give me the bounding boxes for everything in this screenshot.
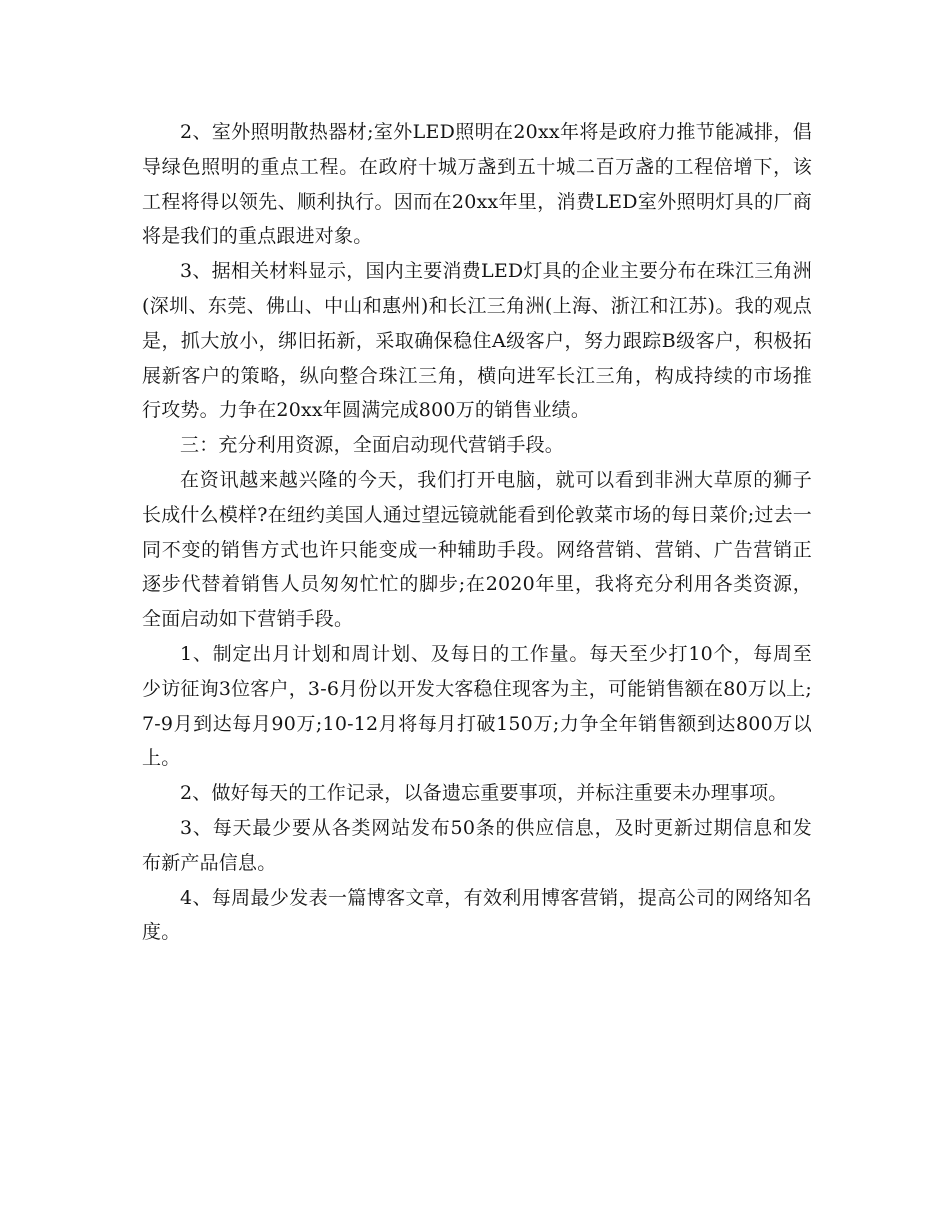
paragraph-blog: 4、每周最少发表一篇博客文章，有效利用博客营销，提高公司的网络知名度。 (142, 886, 812, 944)
paragraph-regional-strategy: 3、据相关材料显示，国内主要消费LED灯具的企业主要分布在珠江三角洲(深圳、东莞、佛山、中山和惠州)和长江三角洲(上海、浙江和江苏)。我的观点是，抓大放小，绑旧拓新，采取确保稳住A级客户，努力跟踪B级客户，积极拓展新客户的策略，纵向整合珠江三角，横向进军长江三角，构成持续的市场推行攻势。力争在20xx年圆满完成800万的销售业绩。 (142, 260, 812, 422)
section-heading-marketing: 三：充分利用资源，全面启动现代营销手段。 (180, 434, 565, 457)
paragraph-supply-info: 3、每天最少要从各类网站发布50条的供应信息，及时更新过期信息和发布新产品信息。 (142, 816, 812, 874)
paragraph-work-record: 2、做好每天的工作记录，以备遗忘重要事项，并标注重要未办理事项。 (180, 782, 788, 805)
paragraph-monthly-plan: 1、制定出月计划和周计划、及每日的工作量。每天至少打10个，每周至少访征询3位客户，3-6月份以开发大客稳住现客为主，可能销售额在80万以上;7-9月到达每月90万;10-12月将每月打破150万;力争全年销售额到达800万以上。 (142, 642, 812, 770)
paragraph-outdoor-lighting: 2、室外照明散热器材;室外LED照明在20xx年将是政府力推节能减排，倡导绿色照明的重点工程。在政府十城万盏到五十城二百万盏的工程倍增下，该工程将得以领先、顺利执行。因而在20xx年里，消费LED室外照明灯具的厂商将是我们的重点跟进对象。 (142, 121, 812, 248)
paragraph-information-era: 在资讯越来越兴隆的今天，我们打开电脑，就可以看到非洲大草原的狮子长成什么模样?在纽约美国人通过望远镜就能看到伦敦菜市场的每日菜价;过去一同不变的销售方式也许只能变成一种辅助手段。网络营销、营销、广告营销正逐步代替着销售人员匆匆忙忙的脚步;在2020年里，我将充分利用各类资源，全面启动如下营销手段。 (142, 468, 812, 631)
document-body (142, 115, 812, 950)
